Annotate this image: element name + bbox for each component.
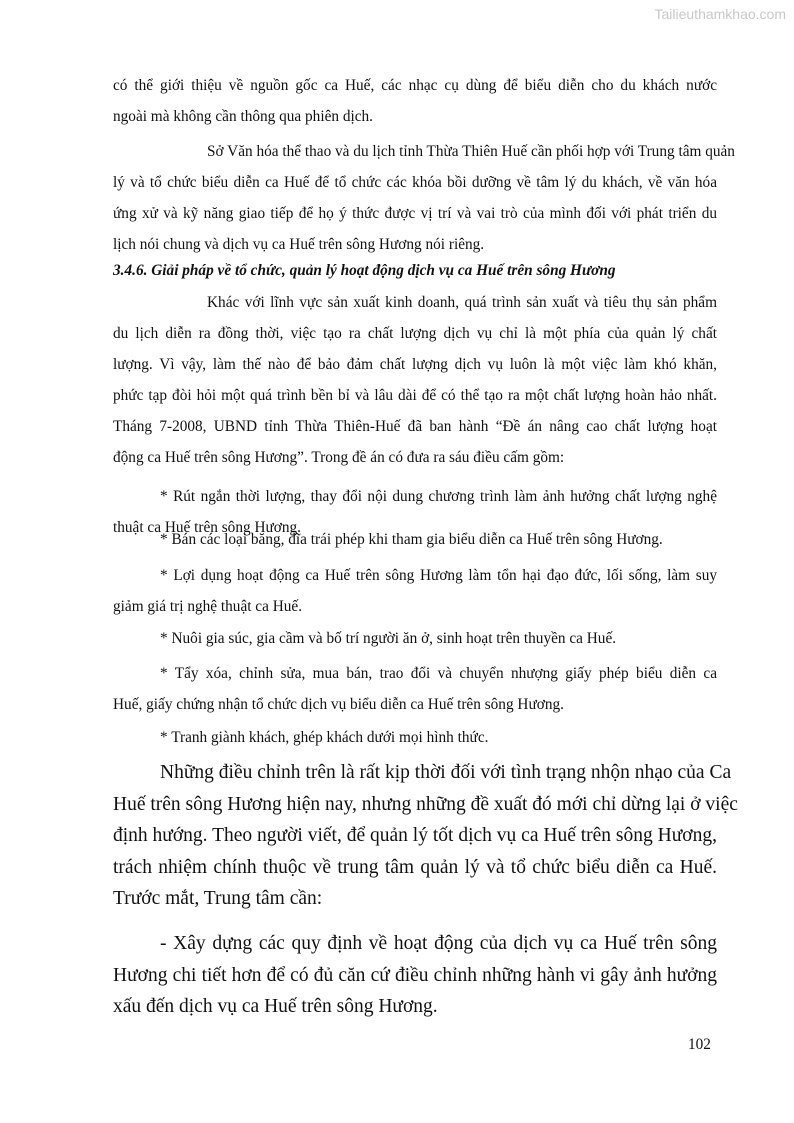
text-line: * Bán các loại băng, đĩa trái phép khi tham gia biểu diễn ca Huế trên sông Hương. <box>160 531 663 548</box>
text-line: trách nhiệm chính thuộc về trung tâm quản lý và tổ chức biểu diễn ca Huế. <box>113 856 717 878</box>
paragraph-2 <box>113 136 735 260</box>
text-line: lịch nói chung và dịch vụ ca Huế trên sông Hương nói riêng. <box>113 236 485 253</box>
text-line: động ca Huế trên sông Hương”. Trong đề án có đưa ra sáu điều cấm gồm: <box>113 449 565 466</box>
text-line: - Xây dựng các quy định về hoạt động của dịch vụ ca Huế trên sông <box>160 933 717 954</box>
bullet-2 <box>113 524 717 555</box>
text-line: lượng. Vì vậy, làm thế nào để bảo đảm chất lượng dịch vụ luôn là một việc làm khó khăn, <box>113 356 717 373</box>
text-line: ngoài mà không cần thông qua phiên dịch. <box>113 108 373 125</box>
text-line: du lịch diễn ra đồng thời, việc tạo ra chất lượng dịch vụ chỉ là một phía của quản lý chất <box>113 325 717 342</box>
text-line: thuật ca Huế trên sông Hương. <box>113 519 301 536</box>
text-line: Những điều chỉnh trên là rất kịp thời đối với tình trạng nhộn nhạo của Ca <box>160 762 732 783</box>
text-line: * Rút ngắn thời lượng, thay đổi nội dung chương trình làm ảnh hưởng chất lượng nghệ <box>160 488 717 505</box>
text-line: Huế trên sông Hương hiện nay, nhưng những đề xuất đó mới chỉ dừng lại ở việc <box>113 793 738 815</box>
text-line: giảm giá trị nghệ thuật ca Huế. <box>113 598 303 615</box>
bullet-5 <box>113 658 717 720</box>
text-line: * Nuôi gia súc, gia cầm và bố trí người ăn ở, sinh hoạt trên thuyền ca Huế. <box>160 630 617 647</box>
text-line: Khác với lĩnh vực sản xuất kinh doanh, quá trình sản xuất và tiêu thụ sản phẩm <box>207 294 717 311</box>
paragraph-4 <box>113 757 738 915</box>
text-line: ứng xử và kỹ năng giao tiếp để họ ý thức được vị trí và vai trò của mình đối với phát triển du <box>113 205 717 222</box>
text-line: Trước mắt, Trung tâm cần: <box>113 888 323 909</box>
text-line: định hướng. Theo người viết, để quản lý tốt dịch vụ ca Huế trên sông Hương, <box>113 825 717 846</box>
text-line: * Lợi dụng hoạt động ca Huế trên sông Hương làm tổn hại đạo đức, lối sống, làm suy <box>160 567 717 584</box>
text-line: * Tẩy xóa, chỉnh sửa, mua bán, trao đổi và chuyển nhượng giấy phép biểu diễn ca <box>160 665 717 682</box>
paragraph-5 <box>113 928 717 1023</box>
paragraph-1 <box>113 70 717 132</box>
bullet-3 <box>113 560 717 622</box>
text-line: Tháng 7-2008, UBND tỉnh Thừa Thiên-Huế đã ban hành “Đề án nâng cao chất lượng hoạt <box>113 418 717 435</box>
text-line: xấu đến dịch vụ ca Huế trên sông Hương. <box>113 996 438 1017</box>
text-line: Sở Văn hóa thể thao và du lịch tỉnh Thừa Thiên Huế cần phối hợp với Trung tâm quản <box>207 143 735 160</box>
text-line: Hương chi tiết hơn để có đủ căn cứ điều chỉnh những hành vi gây ảnh hưởng <box>113 964 717 986</box>
section-heading: 3.4.6. Giải pháp về tổ chức, quản lý hoạt động dịch vụ ca Huế trên sông Hương <box>113 262 616 279</box>
text-line: phức tạp đòi hỏi một quá trình bền bỉ và lâu dài để có thể tạo ra một chất lượng hoàn hảo nhất. <box>113 387 717 404</box>
text-line: * Tranh giành khách, ghép khách dưới mọi hình thức. <box>160 729 489 746</box>
text-line: có thể giới thiệu về nguồn gốc ca Huế, các nhạc cụ dùng để biểu diễn cho du khách nước <box>113 77 717 94</box>
paragraph-3 <box>113 287 717 473</box>
text-line: Huế, giấy chứng nhận tổ chức dịch vụ biểu diễn ca Huế trên sông Hương. <box>113 696 564 713</box>
watermark: Tailieuthamkhao.com <box>654 6 786 22</box>
text-line: lý và tổ chức biểu diễn ca Huế để tổ chức các khóa bồi dưỡng về tâm lý du khách, về văn hóa <box>113 174 717 191</box>
page-number: 102 <box>688 1036 711 1053</box>
bullet-6 <box>113 722 717 753</box>
bullet-4 <box>113 623 717 654</box>
